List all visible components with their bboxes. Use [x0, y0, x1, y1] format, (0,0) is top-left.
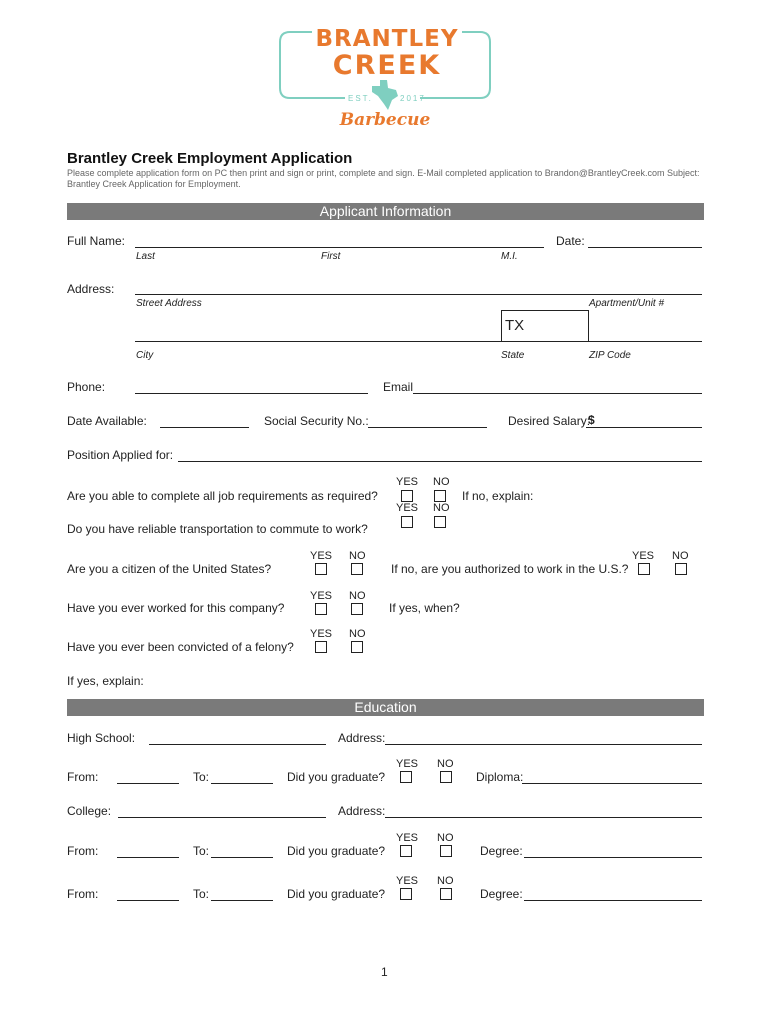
date-line[interactable]: [588, 247, 702, 248]
logo-barbecue: Barbecue: [339, 110, 431, 130]
last-sublabel: Last: [136, 251, 155, 262]
college1-yes-label: YES: [396, 832, 419, 844]
citizen-yes-checkbox[interactable]: [315, 563, 327, 575]
apt-sublabel: Apartment/Unit #: [589, 298, 665, 309]
authorized-no-label: NO: [672, 550, 689, 562]
college2-to-label: To:: [193, 887, 210, 901]
job-req-no-label: NO: [433, 476, 450, 488]
college2-no-checkbox[interactable]: [440, 888, 452, 900]
if-no-explain-label: If no, explain:: [462, 489, 534, 503]
college-label: College:: [67, 804, 112, 818]
college1-yes-checkbox[interactable]: [400, 845, 412, 857]
worked-yes-checkbox[interactable]: [315, 603, 327, 615]
college-address-label: Address:: [338, 804, 386, 818]
logo-creek: CREEK: [332, 50, 442, 81]
college2-from-line[interactable]: [117, 900, 179, 901]
transport-no-checkbox[interactable]: [434, 516, 446, 528]
state-field[interactable]: [501, 310, 589, 342]
ssn-line[interactable]: [368, 427, 487, 428]
hs-graduate-question: Did you graduate?: [287, 770, 386, 784]
transport-yes-checkbox[interactable]: [401, 516, 413, 528]
hs-yes-label: YES: [396, 758, 419, 770]
job-req-no-checkbox[interactable]: [434, 490, 446, 502]
college1-no-label: NO: [437, 832, 454, 844]
hs-to-label: To:: [193, 770, 210, 784]
high-school-line[interactable]: [149, 744, 326, 745]
date-label: Date:: [556, 234, 585, 248]
college2-yes-checkbox[interactable]: [400, 888, 412, 900]
job-req-yes-label: YES: [396, 476, 419, 488]
citizen-no-label: NO: [349, 550, 366, 562]
citizen-yes-label: YES: [310, 550, 333, 562]
college2-yes-label: YES: [396, 875, 419, 887]
if-yes-when-label: If yes, when?: [389, 601, 460, 615]
zip-line[interactable]: [589, 341, 702, 342]
college2-no-label: NO: [437, 875, 454, 887]
hs-address-label: Address:: [338, 731, 386, 745]
city-sublabel: City: [136, 350, 154, 361]
worked-question: Have you ever worked for this company?: [67, 601, 285, 615]
page-number: 1: [381, 965, 388, 979]
authorized-no-checkbox[interactable]: [675, 563, 687, 575]
date-available-line[interactable]: [160, 427, 249, 428]
citizen-question: Are you a citizen of the United States?: [67, 562, 272, 576]
hs-no-label: NO: [437, 758, 454, 770]
hs-from-label: From:: [67, 770, 99, 784]
college1-from-line[interactable]: [117, 857, 179, 858]
college1-no-checkbox[interactable]: [440, 845, 452, 857]
salary-line[interactable]: [586, 427, 702, 428]
college1-to-line[interactable]: [211, 857, 273, 858]
logo-year: 2017: [400, 94, 426, 103]
citizen-no-checkbox[interactable]: [351, 563, 363, 575]
worked-no-label: NO: [349, 590, 366, 602]
college1-degree-label: Degree:: [480, 844, 523, 858]
felony-yes-checkbox[interactable]: [315, 641, 327, 653]
college-line[interactable]: [118, 817, 326, 818]
date-available-label: Date Available:: [67, 414, 147, 428]
worked-yes-label: YES: [310, 590, 333, 602]
page-title: Brantley Creek Employment Application: [67, 150, 353, 167]
college1-graduate-question: Did you graduate?: [287, 844, 386, 858]
college2-to-line[interactable]: [211, 900, 273, 901]
diploma-label: Diploma:: [476, 770, 524, 784]
college-address-line[interactable]: [385, 817, 702, 818]
mi-sublabel: M.I.: [501, 251, 518, 262]
if-yes-explain-label: If yes, explain:: [67, 674, 144, 688]
salary-label: Desired Salary:: [508, 414, 591, 428]
position-line[interactable]: [178, 461, 702, 462]
hs-from-line[interactable]: [117, 783, 179, 784]
diploma-line[interactable]: [522, 783, 702, 784]
transport-no-label: NO: [433, 502, 450, 514]
phone-label: Phone:: [67, 380, 106, 394]
email-label: Email: [383, 380, 414, 394]
email-line[interactable]: [413, 393, 702, 394]
college2-degree-label: Degree:: [480, 887, 523, 901]
logo-brantley: BRANTLEY: [315, 26, 459, 52]
education-header: Education: [67, 699, 704, 716]
transport-question: Do you have reliable transportation to commute to work?: [67, 522, 368, 536]
felony-no-label: NO: [349, 628, 366, 640]
brand-logo: [270, 20, 500, 135]
felony-no-checkbox[interactable]: [351, 641, 363, 653]
worked-no-checkbox[interactable]: [351, 603, 363, 615]
college1-from-label: From:: [67, 844, 99, 858]
job-req-yes-checkbox[interactable]: [401, 490, 413, 502]
position-label: Position Applied for:: [67, 448, 174, 462]
state-sublabel: State: [501, 350, 525, 361]
hs-yes-checkbox[interactable]: [400, 771, 412, 783]
college2-degree-line[interactable]: [524, 900, 702, 901]
felony-yes-label: YES: [310, 628, 333, 640]
job-req-question: Are you able to complete all job requirements as required?: [67, 489, 378, 503]
salary-symbol: $: [588, 413, 595, 427]
state-value: TX: [505, 317, 525, 334]
address-label: Address:: [67, 282, 115, 296]
full-name-line[interactable]: [135, 247, 544, 248]
authorized-yes-label: YES: [632, 550, 655, 562]
authorized-question: If no, are you authorized to work in the U.S.?: [391, 562, 629, 576]
authorized-yes-checkbox[interactable]: [638, 563, 650, 575]
applicant-info-header: Applicant Information: [67, 203, 704, 220]
phone-line[interactable]: [135, 393, 368, 394]
ssn-label: Social Security No.:: [264, 414, 369, 428]
instructions-text: Please complete application form on PC then print and sign or print, complete and sign. E-Mail completed application to Brandon@BrantleyCreek.com Subject: Brantley Creek Application for Employment.: [67, 168, 700, 189]
full-name-label: Full Name:: [67, 234, 126, 248]
logo-est: EST.: [348, 94, 373, 103]
college2-graduate-question: Did you graduate?: [287, 887, 386, 901]
street-address-line[interactable]: [135, 294, 702, 295]
street-sublabel: Street Address: [136, 298, 202, 309]
hs-no-checkbox[interactable]: [440, 771, 452, 783]
college1-to-label: To:: [193, 844, 210, 858]
felony-question: Have you ever been convicted of a felony?: [67, 640, 294, 654]
high-school-label: High School:: [67, 731, 136, 745]
transport-yes-label: YES: [396, 502, 419, 514]
first-sublabel: First: [321, 251, 341, 262]
hs-to-line[interactable]: [211, 783, 273, 784]
zip-sublabel: ZIP Code: [589, 350, 631, 361]
city-line[interactable]: [135, 341, 501, 342]
hs-address-line[interactable]: [385, 744, 702, 745]
college1-degree-line[interactable]: [524, 857, 702, 858]
college2-from-label: From:: [67, 887, 99, 901]
